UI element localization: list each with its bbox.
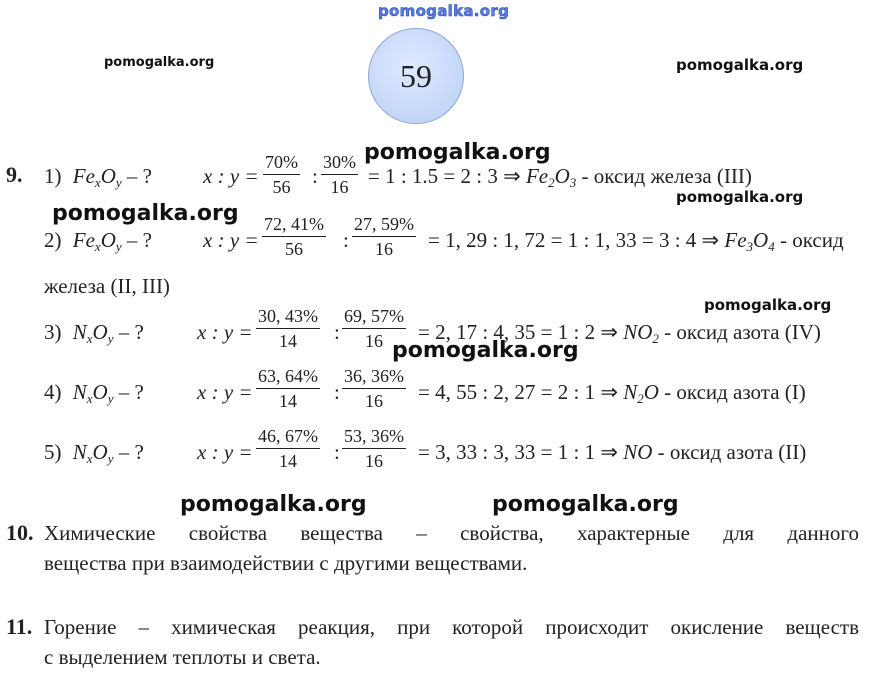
watermark: pomogalka.org <box>364 140 551 165</box>
compound-name: - оксид азота (II) <box>657 440 807 464</box>
watermark: pomogalka.org <box>52 201 239 226</box>
compound-name: - оксид железа (III) <box>581 164 752 188</box>
task-9-item-4-result <box>418 380 806 407</box>
ratio-label: x : y = <box>197 380 253 404</box>
formula: N <box>72 320 87 344</box>
task-10-line-1: Химические свойства вещества – свойства, характерные для данного <box>44 521 859 545</box>
product: Fe <box>724 228 747 252</box>
task-9-item-2 <box>44 228 152 255</box>
fraction-1 <box>263 152 300 198</box>
formula: Fe <box>72 164 95 188</box>
formula: O <box>100 164 116 188</box>
fraction-1 <box>256 306 320 352</box>
watermark: pomogalka.org <box>392 338 579 363</box>
formula-sub: x <box>86 331 93 346</box>
task-9-item-5 <box>44 440 144 467</box>
watermark: pomogalka.org <box>704 296 832 314</box>
task-11-line-2: с выделением теплоты и света. <box>44 645 321 669</box>
formula: Fe <box>72 228 95 252</box>
formula-sub: y <box>107 451 114 466</box>
result: = 4, 55 : 2, 27 = 2 : 1 ⇒ <box>418 380 618 404</box>
denominator: 16 <box>365 331 383 351</box>
fraction-1 <box>256 366 320 412</box>
denominator: 14 <box>279 331 297 351</box>
page-number: 59 <box>400 57 432 94</box>
task-9-item-2-result <box>428 228 844 255</box>
item-index: 4) <box>44 380 62 404</box>
task-9-item-3 <box>44 320 144 347</box>
product: O <box>643 380 659 404</box>
product: Fe <box>525 164 549 188</box>
colon: : <box>334 380 340 404</box>
product-sub: 2 <box>548 175 555 190</box>
product-sub: 3 <box>746 239 754 254</box>
page-number-badge <box>368 28 464 124</box>
result: = 1, 29 : 1, 72 = 1 : 1, 33 = 3 : 4 ⇒ <box>428 228 720 252</box>
fraction-2 <box>352 214 416 260</box>
task-9-item-5-result <box>418 440 806 465</box>
numerator: 70% <box>263 152 300 175</box>
product-sub: 4 <box>768 239 775 254</box>
ratio-label: x : y = <box>203 228 259 252</box>
formula: O <box>92 380 108 404</box>
denominator: 16 <box>330 177 349 197</box>
task-9-item-1-result <box>368 164 752 191</box>
compound-name: - оксид <box>779 228 844 252</box>
formula: N <box>72 440 87 464</box>
fraction-2 <box>321 152 358 198</box>
question: – ? <box>126 228 152 252</box>
fraction-2 <box>342 366 406 412</box>
item-index: 5) <box>44 440 62 464</box>
item-index: 2) <box>44 228 62 252</box>
numerator: 72, 41% <box>262 214 326 237</box>
result: = 2, 17 : 4, 35 = 1 : 2 ⇒ <box>418 320 618 344</box>
formula: O <box>92 320 108 344</box>
watermark-top: pomogalka.org <box>378 2 510 20</box>
denominator: 14 <box>279 451 297 471</box>
product: NO <box>623 440 653 464</box>
colon: : <box>334 440 340 464</box>
numerator: 30, 43% <box>256 306 320 329</box>
formula-sub: x <box>94 239 101 254</box>
task-11-text <box>44 612 859 672</box>
numerator: 36, 36% <box>342 366 406 389</box>
denominator: 14 <box>279 391 297 411</box>
formula-sub: y <box>107 331 114 346</box>
watermark: pomogalka.org <box>492 492 679 517</box>
numerator: 63, 64% <box>256 366 320 389</box>
question: – ? <box>118 380 144 404</box>
product: NO <box>623 320 653 344</box>
ratio-label: x : y = <box>197 440 253 464</box>
result: = 1 : 1.5 = 2 : 3 ⇒ <box>368 164 521 188</box>
numerator: 53, 36% <box>342 426 406 449</box>
numerator: 27, 59% <box>352 214 416 237</box>
item-index: 1) <box>44 164 62 188</box>
formula: N <box>72 380 87 404</box>
question: – ? <box>126 164 152 188</box>
formula: O <box>92 440 108 464</box>
task-9-item-4 <box>44 380 144 407</box>
fraction-1 <box>262 214 326 260</box>
product: O <box>753 228 769 252</box>
formula: O <box>100 228 116 252</box>
formula-sub: y <box>107 391 114 406</box>
fraction-2 <box>342 426 406 472</box>
formula-sub: y <box>115 239 122 254</box>
compound-name: - оксид азота (I) <box>664 380 806 404</box>
compound-name: - оксид азота (IV) <box>664 320 821 344</box>
item-index: 3) <box>44 320 62 344</box>
task-9-item-1 <box>44 164 152 191</box>
denominator: 16 <box>365 391 383 411</box>
denominator: 56 <box>285 239 303 259</box>
denominator: 16 <box>365 451 383 471</box>
task-10-line-2: вещества при взаимодействии с другими веществами. <box>44 551 528 575</box>
formula-sub: x <box>94 175 101 190</box>
formula-sub: y <box>115 175 122 190</box>
task-9-number: 9. <box>6 162 23 187</box>
denominator: 16 <box>375 239 393 259</box>
question: – ? <box>118 440 144 464</box>
watermark-left-header: pomogalka.org <box>104 55 215 70</box>
product-sub: 2 <box>637 391 644 406</box>
task-10-number: 10. <box>6 520 34 545</box>
colon: : <box>343 228 349 252</box>
ratio-label: x : y = <box>197 320 253 344</box>
colon: : <box>334 320 340 344</box>
watermark-right-header: pomogalka.org <box>676 56 804 74</box>
task-11-line-1: Горение – химическая реакция, при которой происходит окисление веществ <box>44 615 859 639</box>
result: = 3, 33 : 3, 33 = 1 : 1 ⇒ <box>418 440 618 464</box>
formula-sub: x <box>86 451 93 466</box>
watermark: pomogalka.org <box>676 188 804 206</box>
task-10-text <box>44 518 859 578</box>
ratio-label: x : y = <box>203 164 259 188</box>
product: O <box>554 164 570 188</box>
numerator: 69, 57% <box>342 306 406 329</box>
product-sub: 2 <box>652 331 659 346</box>
product: N <box>623 380 638 404</box>
watermark: pomogalka.org <box>180 492 367 517</box>
denominator: 56 <box>272 177 291 197</box>
numerator: 46, 67% <box>256 426 320 449</box>
task-11-number: 11. <box>6 614 33 639</box>
colon: : <box>312 164 318 188</box>
question: – ? <box>118 320 144 344</box>
numerator: 30% <box>321 152 358 175</box>
task-9-item-2-continuation: железа (II, III) <box>44 274 170 298</box>
product-sub: 3 <box>569 175 577 190</box>
formula-sub: x <box>86 391 93 406</box>
fraction-1 <box>256 426 320 472</box>
